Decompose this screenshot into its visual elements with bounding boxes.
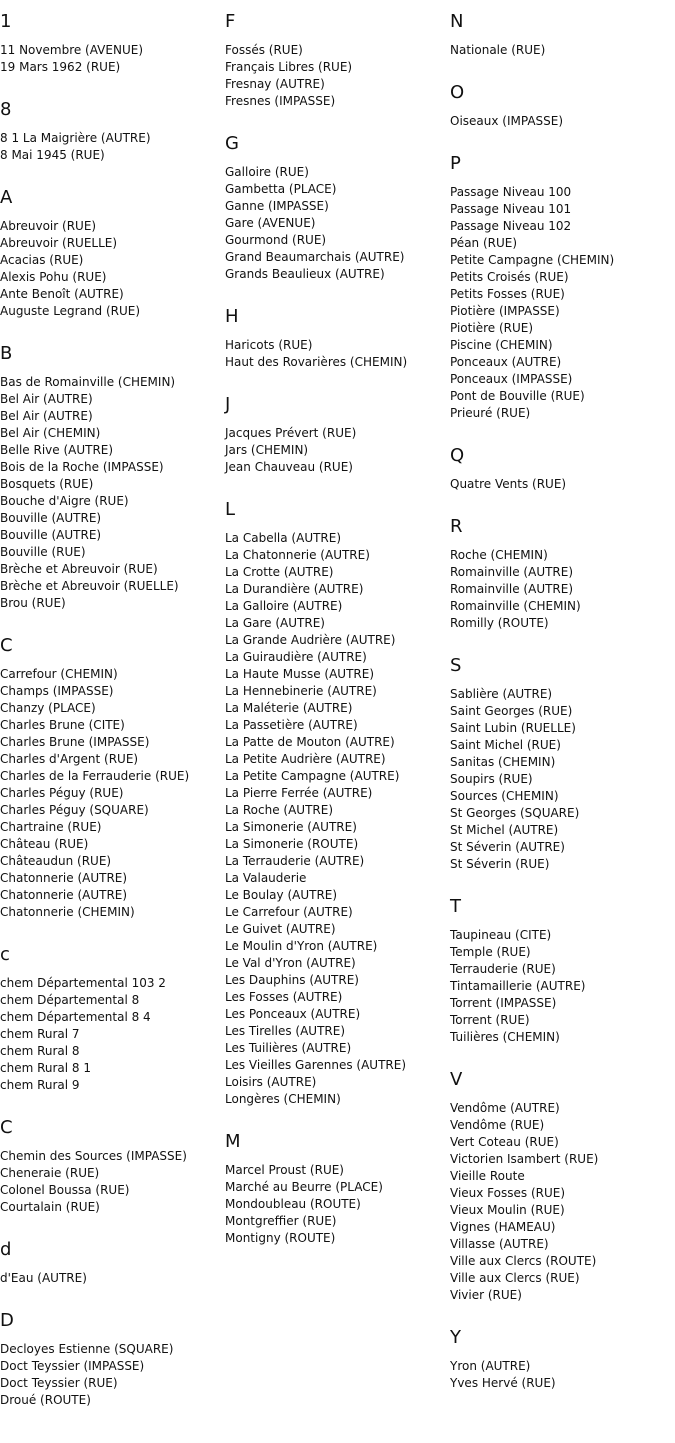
letter-heading: Y <box>450 1327 461 1348</box>
street-entry: Cheneraie (RUE) <box>0 1166 100 1180</box>
street-entry: Loisirs (AUTRE) <box>225 1075 317 1089</box>
street-entry: La Hennebinerie (AUTRE) <box>225 684 377 698</box>
street-entry: Carrefour (CHEMIN) <box>0 667 118 681</box>
street-entry: Victorien Isambert (RUE) <box>450 1152 599 1166</box>
street-entry: chem Rural 9 <box>0 1078 80 1092</box>
street-entry: Vendôme (RUE) <box>450 1118 545 1132</box>
letter-heading: D <box>0 1310 14 1331</box>
street-entry: Chatonnerie (CHEMIN) <box>0 905 135 919</box>
street-entry: Tuilières (CHEMIN) <box>450 1030 560 1044</box>
letter-heading: G <box>225 133 239 154</box>
street-entry: Quatre Vents (RUE) <box>450 477 567 491</box>
street-entry: Petits Croisés (RUE) <box>450 270 569 284</box>
street-entry: Jean Chauveau (RUE) <box>225 460 353 474</box>
street-entry: La Pierre Ferrée (AUTRE) <box>225 786 373 800</box>
street-entry: chem Rural 7 <box>0 1027 80 1041</box>
street-entry: Bouche d'Aigre (RUE) <box>0 494 129 508</box>
street-entry: chem Rural 8 1 <box>0 1061 92 1075</box>
street-entry: Saint Georges (RUE) <box>450 704 573 718</box>
street-entry: d'Eau (AUTRE) <box>0 1271 87 1285</box>
street-entry: Romainville (AUTRE) <box>450 582 574 596</box>
street-entry: Vieux Moulin (RUE) <box>450 1203 565 1217</box>
letter-group <box>450 896 672 1046</box>
letter-heading: Q <box>450 445 465 466</box>
street-entry: La Patte de Mouton (AUTRE) <box>225 735 395 749</box>
street-entry: Belle Rive (AUTRE) <box>0 443 114 457</box>
letter-group <box>450 82 672 130</box>
street-entry: Romilly (ROUTE) <box>450 616 549 630</box>
street-entry: Fresnes (IMPASSE) <box>225 94 336 108</box>
street-entry: Bois de la Roche (IMPASSE) <box>0 460 164 474</box>
letter-group <box>450 1069 672 1304</box>
letter-group <box>225 133 447 283</box>
street-entry: Abreuvoir (RUE) <box>0 219 97 233</box>
letter-group <box>0 1239 222 1287</box>
street-entry: Les Tirelles (AUTRE) <box>225 1024 345 1038</box>
street-entry: Droué (ROUTE) <box>0 1393 91 1407</box>
letter-heading: N <box>450 11 464 32</box>
street-entry: La Maléterie (AUTRE) <box>225 701 353 715</box>
street-entry: Piotière (IMPASSE) <box>450 304 560 318</box>
letter-group <box>0 99 222 164</box>
letter-group <box>450 655 672 873</box>
street-entry: Sablière (AUTRE) <box>450 687 553 701</box>
street-entry: Vieux Fosses (RUE) <box>450 1186 566 1200</box>
street-entry: Sanitas (CHEMIN) <box>450 755 556 769</box>
letter-heading: V <box>450 1069 463 1090</box>
letter-heading: S <box>450 655 462 676</box>
street-entry: Nationale (RUE) <box>450 43 546 57</box>
street-entry: La Petite Campagne (AUTRE) <box>225 769 400 783</box>
street-entry: Tintamaillerie (AUTRE) <box>450 979 586 993</box>
street-entry: Charles Péguy (RUE) <box>0 786 124 800</box>
street-entry: Ante Benoît (AUTRE) <box>0 287 124 301</box>
street-entry: Doct Teyssier (RUE) <box>0 1376 118 1390</box>
letter-heading: L <box>225 499 236 520</box>
street-entry: 19 Mars 1962 (RUE) <box>0 60 121 74</box>
street-entry: Châteaudun (RUE) <box>0 854 112 868</box>
street-entry: Bel Air (CHEMIN) <box>0 426 101 440</box>
letter-heading: F <box>225 11 236 32</box>
street-index-column-2 <box>225 0 447 1270</box>
letter-group <box>0 1117 222 1216</box>
street-entry: Ponceaux (IMPASSE) <box>450 372 573 386</box>
street-entry: Ville aux Clercs (ROUTE) <box>450 1254 597 1268</box>
street-entry: Gare (AVENUE) <box>225 216 316 230</box>
street-entry: La Haute Musse (AUTRE) <box>225 667 375 681</box>
street-entry: Les Ponceaux (AUTRE) <box>225 1007 361 1021</box>
letter-heading: M <box>225 1131 241 1152</box>
letter-heading: O <box>450 82 465 103</box>
street-entry: Taupineau (CITE) <box>450 928 552 942</box>
street-entry: La Petite Audrière (AUTRE) <box>225 752 386 766</box>
letter-heading: B <box>0 343 13 364</box>
street-entry: Chanzy (PLACE) <box>0 701 96 715</box>
letter-group <box>0 1310 222 1409</box>
street-entry: Pont de Bouville (RUE) <box>450 389 585 403</box>
street-entry: Montigny (ROUTE) <box>225 1231 336 1245</box>
street-entry: Torrent (RUE) <box>450 1013 530 1027</box>
street-entry: Terrauderie (RUE) <box>450 962 556 976</box>
letter-heading: C <box>0 1117 13 1138</box>
street-entry: Bel Air (AUTRE) <box>0 392 93 406</box>
street-entry: Le Boulay (AUTRE) <box>225 888 338 902</box>
street-entry: Charles Brune (IMPASSE) <box>0 735 150 749</box>
street-entry: Haricots (RUE) <box>225 338 313 352</box>
street-entry: La Durandière (AUTRE) <box>225 582 364 596</box>
street-entry: Grands Beaulieux (AUTRE) <box>225 267 385 281</box>
street-entry: Grand Beaumarchais (AUTRE) <box>225 250 405 264</box>
letter-group <box>0 187 222 320</box>
letter-group <box>0 944 222 1094</box>
street-entry: Champs (IMPASSE) <box>0 684 114 698</box>
letter-group <box>450 11 672 59</box>
street-entry: Temple (RUE) <box>450 945 531 959</box>
street-entry: Piotière (RUE) <box>450 321 534 335</box>
street-entry: Mondoubleau (ROUTE) <box>225 1197 361 1211</box>
street-entry: Ponceaux (AUTRE) <box>450 355 562 369</box>
street-entry: Abreuvoir (RUELLE) <box>0 236 118 250</box>
street-entry: Marcel Proust (RUE) <box>225 1163 344 1177</box>
letter-heading: R <box>450 516 463 537</box>
street-entry: Soupirs (RUE) <box>450 772 533 786</box>
street-entry: chem Départemental 103 2 <box>0 976 166 990</box>
street-entry: chem Départemental 8 <box>0 993 140 1007</box>
street-entry: Sources (CHEMIN) <box>450 789 559 803</box>
street-entry: Yves Hervé (RUE) <box>450 1376 556 1390</box>
street-entry: Acacias (RUE) <box>0 253 84 267</box>
street-entry: La Terrauderie (AUTRE) <box>225 854 365 868</box>
street-entry: 11 Novembre (AVENUE) <box>0 43 143 57</box>
street-entry: Vert Coteau (RUE) <box>450 1135 559 1149</box>
letter-group <box>0 343 222 612</box>
street-entry: La Simonerie (AUTRE) <box>225 820 357 834</box>
street-entry: Vieille Route <box>450 1169 525 1183</box>
letter-heading: P <box>450 153 461 174</box>
letter-heading: 1 <box>0 11 12 32</box>
letter-heading: J <box>225 394 231 415</box>
street-entry: Roche (CHEMIN) <box>450 548 548 562</box>
street-entry: Jacques Prévert (RUE) <box>225 426 357 440</box>
street-entry: Auguste Legrand (RUE) <box>0 304 141 318</box>
street-entry: Romainville (CHEMIN) <box>450 599 581 613</box>
street-entry: Ganne (IMPASSE) <box>225 199 329 213</box>
street-entry: La Galloire (AUTRE) <box>225 599 343 613</box>
street-entry: Brou (RUE) <box>0 596 66 610</box>
street-entry: Français Libres (RUE) <box>225 60 353 74</box>
street-index-column-1 <box>0 0 222 1432</box>
street-entry: La Passetière (AUTRE) <box>225 718 358 732</box>
street-entry: La Cabella (AUTRE) <box>225 531 342 545</box>
street-entry: La Chatonnerie (AUTRE) <box>225 548 370 562</box>
street-entry: Vivier (RUE) <box>450 1288 522 1302</box>
street-entry: Passage Niveau 102 <box>450 219 572 233</box>
letter-group <box>450 516 672 632</box>
street-entry: Les Tuilières (AUTRE) <box>225 1041 352 1055</box>
street-entry: Prieuré (RUE) <box>450 406 531 420</box>
street-entry: Saint Michel (RUE) <box>450 738 561 752</box>
letter-group <box>450 1327 672 1392</box>
street-entry: Chatonnerie (AUTRE) <box>0 871 128 885</box>
letter-heading: C <box>0 635 13 656</box>
street-entry: Le Guivet (AUTRE) <box>225 922 336 936</box>
street-entry: 8 1 La Maigrière (AUTRE) <box>0 131 151 145</box>
letter-heading: c <box>0 944 10 965</box>
street-entry: Bouville (RUE) <box>0 545 86 559</box>
street-entry: St Séverin (AUTRE) <box>450 840 565 854</box>
street-entry: Bel Air (AUTRE) <box>0 409 93 423</box>
street-entry: Les Vieilles Garennes (AUTRE) <box>225 1058 407 1072</box>
street-entry: chem Départemental 8 4 <box>0 1010 151 1024</box>
street-entry: Haut des Rovarières (CHEMIN) <box>225 355 408 369</box>
street-entry: Brèche et Abreuvoir (RUE) <box>0 562 158 576</box>
letter-group <box>0 11 222 76</box>
letter-group <box>225 394 447 476</box>
street-entry: Péan (RUE) <box>450 236 518 250</box>
street-entry: Château (RUE) <box>0 837 89 851</box>
street-entry: Brèche et Abreuvoir (RUELLE) <box>0 579 179 593</box>
street-entry: Charles d'Argent (RUE) <box>0 752 139 766</box>
street-entry: St Georges (SQUARE) <box>450 806 580 820</box>
street-entry: La Grande Audrière (AUTRE) <box>225 633 396 647</box>
street-entry: Bosquets (RUE) <box>0 477 94 491</box>
street-entry: La Guiraudière (AUTRE) <box>225 650 367 664</box>
street-entry: Petite Campagne (CHEMIN) <box>450 253 615 267</box>
street-entry: Oiseaux (IMPASSE) <box>450 114 564 128</box>
street-entry: Yron (AUTRE) <box>450 1359 531 1373</box>
street-entry: Bouville (AUTRE) <box>0 511 102 525</box>
street-entry: Doct Teyssier (IMPASSE) <box>0 1359 145 1373</box>
street-entry: Les Dauphins (AUTRE) <box>225 973 359 987</box>
street-entry: La Valauderie <box>225 871 307 885</box>
street-index-column-3 <box>450 0 672 1415</box>
street-entry: Charles Péguy (SQUARE) <box>0 803 149 817</box>
street-entry: Charles Brune (CITE) <box>0 718 125 732</box>
street-entry: Fossés (RUE) <box>225 43 303 57</box>
street-entry: Decloyes Estienne (SQUARE) <box>0 1342 174 1356</box>
street-entry: Montgreffier (RUE) <box>225 1214 337 1228</box>
street-entry: La Roche (AUTRE) <box>225 803 333 817</box>
street-entry: Bas de Romainville (CHEMIN) <box>0 375 176 389</box>
street-entry: La Gare (AUTRE) <box>225 616 325 630</box>
letter-group <box>225 306 447 371</box>
street-entry: Chartraine (RUE) <box>0 820 102 834</box>
letter-heading: T <box>450 896 461 917</box>
street-entry: Charles de la Ferrauderie (RUE) <box>0 769 190 783</box>
street-entry: Vignes (HAMEAU) <box>450 1220 556 1234</box>
street-entry: Chatonnerie (AUTRE) <box>0 888 128 902</box>
street-entry: St Michel (AUTRE) <box>450 823 559 837</box>
letter-heading: H <box>225 306 239 327</box>
street-entry: Passage Niveau 101 <box>450 202 572 216</box>
letter-group <box>0 635 222 921</box>
letter-heading: A <box>0 187 13 208</box>
street-entry: St Séverin (RUE) <box>450 857 550 871</box>
street-entry: Colonel Boussa (RUE) <box>0 1183 130 1197</box>
street-entry: Chemin des Sources (IMPASSE) <box>0 1149 187 1163</box>
letter-group <box>225 1131 447 1247</box>
street-entry: Les Fosses (AUTRE) <box>225 990 343 1004</box>
street-entry: 8 Mai 1945 (RUE) <box>0 148 105 162</box>
street-entry: Fresnay (AUTRE) <box>225 77 325 91</box>
street-entry: Passage Niveau 100 <box>450 185 572 199</box>
letter-group <box>225 499 447 1108</box>
street-entry: Petits Fosses (RUE) <box>450 287 565 301</box>
street-entry: Ville aux Clercs (RUE) <box>450 1271 580 1285</box>
street-entry: Le Carrefour (AUTRE) <box>225 905 353 919</box>
street-entry: La Simonerie (ROUTE) <box>225 837 359 851</box>
street-entry: Saint Lubin (RUELLE) <box>450 721 576 735</box>
street-entry: chem Rural 8 <box>0 1044 80 1058</box>
street-entry: Le Moulin d'Yron (AUTRE) <box>225 939 378 953</box>
street-entry: Romainville (AUTRE) <box>450 565 574 579</box>
street-entry: Marché au Beurre (PLACE) <box>225 1180 383 1194</box>
street-entry: Jars (CHEMIN) <box>225 443 309 457</box>
street-entry: Alexis Pohu (RUE) <box>0 270 107 284</box>
letter-group <box>225 11 447 110</box>
letter-heading: d <box>0 1239 12 1260</box>
street-entry: Gambetta (PLACE) <box>225 182 337 196</box>
street-entry: Bouville (AUTRE) <box>0 528 102 542</box>
letter-group <box>450 153 672 422</box>
street-entry: Longères (CHEMIN) <box>225 1092 341 1106</box>
street-entry: Courtalain (RUE) <box>0 1200 100 1214</box>
street-entry: Villasse (AUTRE) <box>450 1237 549 1251</box>
letter-heading: 8 <box>0 99 12 120</box>
street-entry: La Crotte (AUTRE) <box>225 565 334 579</box>
street-entry: Le Val d'Yron (AUTRE) <box>225 956 356 970</box>
street-entry: Torrent (IMPASSE) <box>450 996 557 1010</box>
street-entry: Piscine (CHEMIN) <box>450 338 553 352</box>
letter-group <box>450 445 672 493</box>
street-entry: Gourmond (RUE) <box>225 233 327 247</box>
street-entry: Vendôme (AUTRE) <box>450 1101 560 1115</box>
street-entry: Galloire (RUE) <box>225 165 309 179</box>
